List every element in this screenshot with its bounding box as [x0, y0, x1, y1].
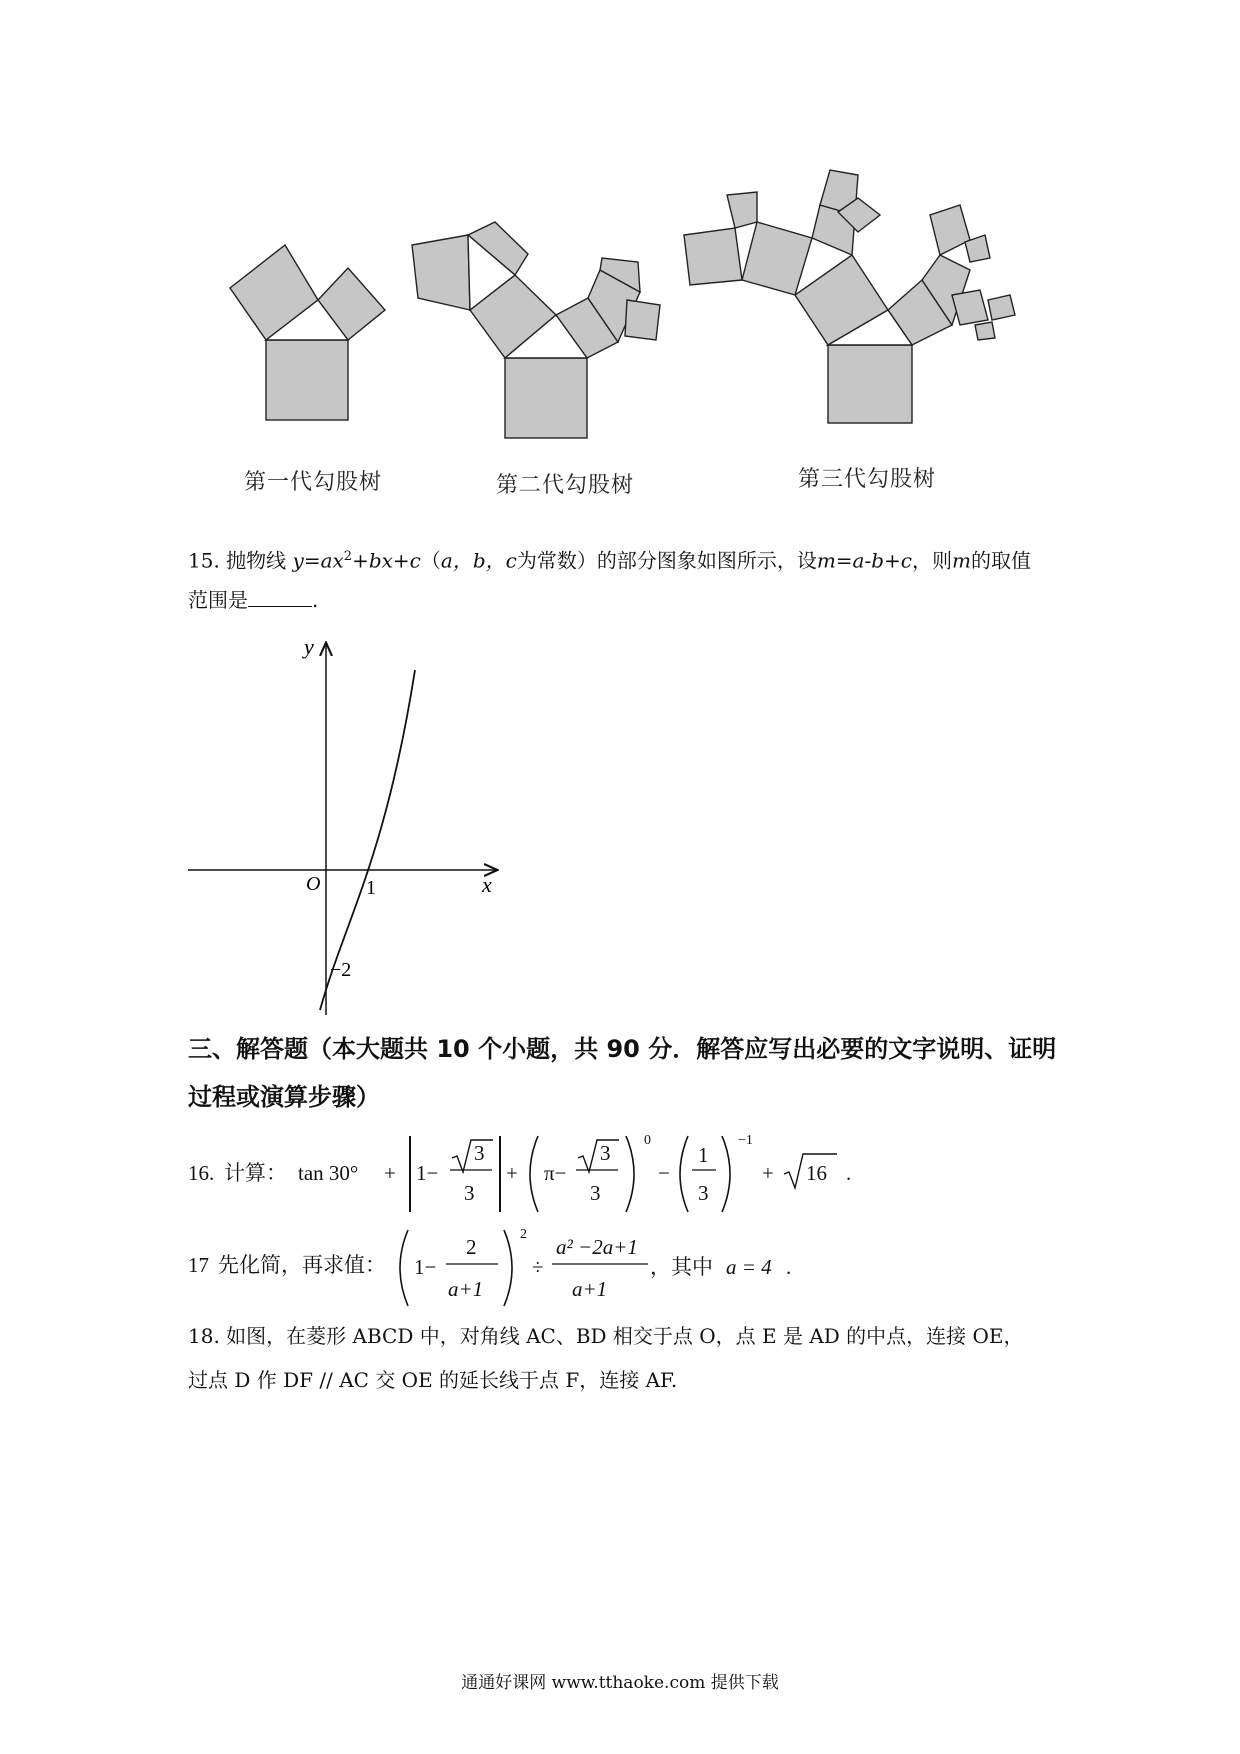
- question-16: [188, 1130, 1088, 1220]
- caption-generation-2: 第二代勾股树: [496, 473, 635, 498]
- q16-plus-2: +: [506, 1161, 518, 1185]
- q16-sqrt16: 16: [806, 1161, 827, 1185]
- q15-m: m: [952, 548, 971, 573]
- x-tick-1: 1: [366, 877, 376, 899]
- q16-number: 16.: [188, 1161, 215, 1185]
- q15-text-1: 抛物线: [226, 548, 287, 573]
- q15-text-5: 的取值: [970, 548, 1031, 573]
- q15-formula-2: +bx+c: [352, 548, 421, 573]
- q17-tail: ，其中: [650, 1255, 713, 1279]
- q16-sqrt3-a: 3: [474, 1141, 485, 1165]
- q17-number: 17: [188, 1253, 209, 1277]
- q16-label: 计算：: [224, 1161, 287, 1185]
- q16-minus: −: [658, 1161, 670, 1185]
- q15-exponent: 2: [343, 549, 353, 564]
- q17-f1-den: a+1: [448, 1277, 484, 1301]
- tree-generation-3: [684, 170, 1015, 423]
- q15-vars: a，b，c: [440, 548, 517, 573]
- q17-f1-num: 2: [466, 1235, 477, 1259]
- q16-plus-1: +: [384, 1161, 396, 1185]
- q15-end: .: [312, 588, 319, 612]
- q16-pow-neg-one: −1: [738, 1133, 753, 1148]
- q17-one-minus: 1−: [414, 1255, 437, 1279]
- question-15-line-1: [188, 535, 1031, 583]
- q15-text-2: （: [420, 548, 441, 573]
- question-17-formula: [188, 1222, 1088, 1314]
- question-18-line-2: 过点 D 作 DF // AC 交 OE 的延长线于点 F，连接 AF.: [188, 1368, 678, 1392]
- q16-den-b: 3: [590, 1181, 601, 1205]
- q17-pow-two: 2: [520, 1227, 527, 1242]
- q15-number: 15.: [188, 548, 220, 573]
- q17-end: .: [786, 1255, 792, 1279]
- caption-generation-3: 第三代勾股树: [798, 467, 937, 492]
- pythagoras-tree-figures: [0, 140, 1240, 500]
- q17-f2-num: a² −2a+1: [556, 1235, 638, 1259]
- page-footer: 通通好课网 www.tthaoke.com 提供下载: [461, 1673, 779, 1693]
- q16-frac-den: 3: [698, 1181, 709, 1205]
- caption-generation-1: 第一代勾股树: [244, 470, 383, 495]
- section-3-heading-line-2: 过程或演算步骤）: [188, 1083, 380, 1111]
- parabola-graph-svg: [180, 630, 510, 1020]
- pythagoras-trees-svg: [0, 140, 1240, 500]
- q16-one-minus: 1−: [416, 1161, 439, 1185]
- q16-plus-3: +: [762, 1161, 774, 1185]
- q15-text-4: ，则: [912, 548, 952, 573]
- q16-pi-minus: π−: [544, 1161, 567, 1185]
- y-axis-label: y: [304, 634, 314, 659]
- parabola-graph: [180, 630, 510, 1020]
- q17-f2-den: a+1: [572, 1277, 608, 1301]
- tree-generation-2: [412, 222, 660, 438]
- q15-text-3: 为常数）的部分图象如图所示，设: [516, 548, 817, 573]
- x-axis-label: x: [482, 872, 492, 897]
- y-tick-minus-2: −2: [330, 959, 352, 981]
- question-17: [188, 1222, 1088, 1314]
- section-3-heading-line-1: 三、解答题（本大题共 10 个小题，共 90 分．解答应写出必要的文字说明、证明: [188, 1035, 1057, 1063]
- origin-label: O: [306, 873, 321, 895]
- question-15-line-2: [188, 578, 318, 622]
- q17-label: 先化简，再求值：: [218, 1253, 386, 1277]
- q16-end: .: [846, 1161, 852, 1185]
- q15-line-2-text: 范围是: [188, 588, 248, 612]
- q16-den-a: 3: [464, 1181, 475, 1205]
- q16-frac-num: 1: [698, 1143, 709, 1167]
- question-18-line-1: 18. 如图，在菱形 ABCD 中，对角线 AC、BD 相交于点 O，点 E 是 AD 的中点，连接 OE，: [188, 1324, 1024, 1348]
- q17-a-equals: a = 4: [726, 1255, 772, 1279]
- answer-blank: [248, 586, 312, 607]
- q16-tan: tan 30°: [298, 1161, 359, 1185]
- q15-formula: y=ax: [292, 548, 344, 573]
- q16-sqrt3-b: 3: [600, 1141, 611, 1165]
- question-16-formula: [188, 1130, 1088, 1220]
- q17-divide: ÷: [532, 1255, 544, 1279]
- tree-generation-1: [230, 245, 385, 420]
- q15-m-expression: m=a-b+c: [816, 548, 912, 573]
- q16-pow-zero: 0: [644, 1133, 651, 1148]
